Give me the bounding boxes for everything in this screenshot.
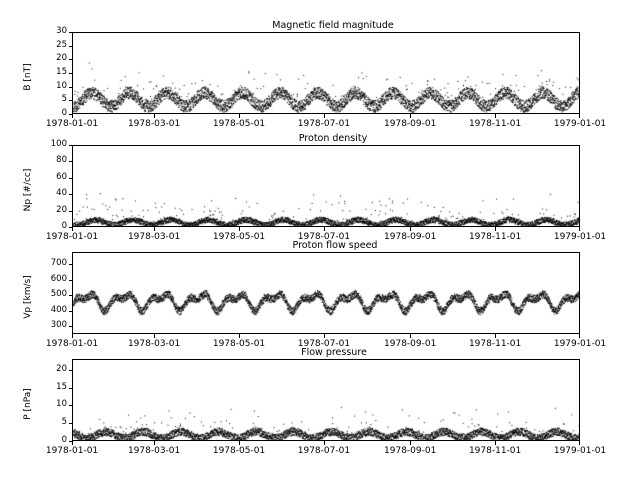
y-tick-mark: [69, 145, 73, 146]
y-tick-label: 0: [61, 221, 67, 231]
x-tick-mark: [239, 441, 240, 445]
y-tick-label: 20: [56, 53, 67, 64]
y-axis-label-1: B [nT]: [23, 63, 33, 91]
x-tick-mark: [410, 334, 411, 338]
y-tick-mark: [69, 100, 73, 101]
y-axis-label-3: Vp [km/s]: [23, 275, 33, 319]
y-tick-mark: [69, 388, 73, 389]
x-tick-mark: [495, 334, 496, 338]
x-tick-label: 1978-11-01: [468, 232, 522, 242]
x-tick-mark: [579, 227, 580, 231]
y-tick-label: 10: [56, 399, 67, 410]
y-tick-label: 15: [56, 381, 67, 392]
x-tick-label: 1978-09-01: [384, 232, 437, 242]
x-tick-label: 1978-11-01: [468, 339, 522, 349]
plot-area-1: [72, 32, 580, 114]
x-tick-mark: [154, 114, 155, 118]
x-tick-label: 1978-01-01: [45, 339, 99, 349]
y-tick-mark: [69, 280, 73, 281]
x-tick-mark: [72, 114, 73, 118]
x-tick-mark: [154, 334, 155, 338]
plot-area-4: [72, 359, 580, 441]
plot-area-3: [72, 252, 580, 334]
data-points-1: [73, 33, 580, 114]
panel-title-4: Flow pressure: [301, 347, 367, 358]
y-tick-label: 60: [56, 171, 67, 182]
x-tick-mark: [410, 227, 411, 231]
data-points-2: [73, 146, 580, 227]
x-tick-mark: [72, 334, 73, 338]
x-tick-label: 1978-03-01: [127, 119, 181, 129]
x-tick-mark: [495, 114, 496, 118]
x-tick-label: 1978-03-01: [127, 339, 181, 349]
x-tick-mark: [72, 441, 73, 445]
x-tick-mark: [410, 114, 411, 118]
y-tick-mark: [69, 178, 73, 179]
y-tick-mark: [69, 405, 73, 406]
x-tick-label: 1978-05-01: [212, 446, 266, 456]
y-tick-label: 30: [56, 26, 67, 36]
y-tick-label: 400: [50, 304, 67, 315]
x-tick-mark: [154, 227, 155, 231]
x-tick-mark: [324, 227, 325, 231]
data-points-4: [73, 360, 580, 441]
y-axis-label-4: P [nPa]: [23, 388, 33, 420]
x-tick-mark: [239, 227, 240, 231]
x-tick-mark: [495, 441, 496, 445]
y-tick-label: 0: [61, 108, 67, 118]
y-tick-label: 10: [56, 80, 67, 91]
x-tick-mark: [579, 334, 580, 338]
x-tick-mark: [410, 441, 411, 445]
x-tick-label: 1979-01-01: [553, 446, 607, 456]
x-tick-label: 1978-07-01: [297, 232, 351, 242]
x-tick-mark: [239, 334, 240, 338]
x-tick-label: 1978-07-01: [297, 339, 351, 349]
y-tick-label: 40: [56, 188, 67, 199]
x-tick-label: 1978-03-01: [127, 446, 181, 456]
x-tick-mark: [579, 114, 580, 118]
x-tick-mark: [495, 227, 496, 231]
y-tick-mark: [69, 311, 73, 312]
y-tick-mark: [69, 59, 73, 60]
x-tick-mark: [324, 334, 325, 338]
x-tick-label: 1978-09-01: [384, 446, 437, 456]
x-tick-mark: [72, 227, 73, 231]
y-tick-label: 20: [56, 363, 67, 374]
y-tick-mark: [69, 370, 73, 371]
y-axis-label-2: Np [#/cc]: [23, 168, 33, 212]
x-tick-label: 1978-05-01: [212, 119, 266, 129]
y-tick-mark: [69, 194, 73, 195]
x-tick-label: 1979-01-01: [553, 119, 607, 129]
y-tick-label: 25: [56, 39, 67, 50]
x-tick-mark: [579, 441, 580, 445]
x-tick-mark: [239, 114, 240, 118]
x-tick-mark: [154, 441, 155, 445]
y-tick-label: 0: [61, 435, 67, 445]
y-tick-label: 80: [56, 155, 67, 166]
x-tick-label: 1979-01-01: [553, 232, 607, 242]
y-tick-mark: [69, 161, 73, 162]
x-tick-label: 1978-07-01: [297, 119, 351, 129]
y-tick-mark: [69, 326, 73, 327]
y-tick-label: 700: [50, 258, 67, 269]
x-tick-label: 1978-01-01: [45, 119, 99, 129]
x-tick-mark: [324, 441, 325, 445]
y-tick-mark: [69, 211, 73, 212]
x-tick-label: 1978-01-01: [45, 446, 99, 456]
y-tick-mark: [69, 87, 73, 88]
x-tick-label: 1978-01-01: [45, 232, 99, 242]
x-tick-label: 1978-05-01: [212, 339, 266, 349]
y-tick-mark: [69, 264, 73, 265]
y-tick-label: 300: [50, 320, 67, 331]
panel-title-3: Proton flow speed: [292, 240, 378, 251]
panel-title-1: Magnetic field magnitude: [272, 20, 394, 31]
x-tick-label: 1978-05-01: [212, 232, 266, 242]
y-tick-mark: [69, 73, 73, 74]
x-tick-label: 1978-09-01: [384, 119, 437, 129]
y-tick-label: 5: [61, 417, 67, 428]
y-tick-label: 500: [50, 289, 67, 300]
y-tick-mark: [69, 295, 73, 296]
y-tick-mark: [69, 423, 73, 424]
x-tick-label: 1978-03-01: [127, 232, 181, 242]
x-tick-label: 1978-11-01: [468, 446, 522, 456]
y-tick-label: 100: [50, 139, 67, 149]
y-tick-mark: [69, 46, 73, 47]
x-tick-label: 1978-07-01: [297, 446, 351, 456]
x-tick-label: 1979-01-01: [553, 339, 607, 349]
y-tick-label: 5: [61, 94, 67, 105]
x-tick-mark: [324, 114, 325, 118]
data-points-3: [73, 253, 580, 334]
y-tick-label: 20: [56, 204, 67, 215]
y-tick-label: 600: [50, 273, 67, 284]
y-tick-mark: [69, 32, 73, 33]
x-tick-label: 1978-11-01: [468, 119, 522, 129]
panel-title-2: Proton density: [298, 133, 368, 144]
x-tick-label: 1978-09-01: [384, 339, 437, 349]
plot-area-2: [72, 145, 580, 227]
y-tick-label: 15: [56, 67, 67, 77]
